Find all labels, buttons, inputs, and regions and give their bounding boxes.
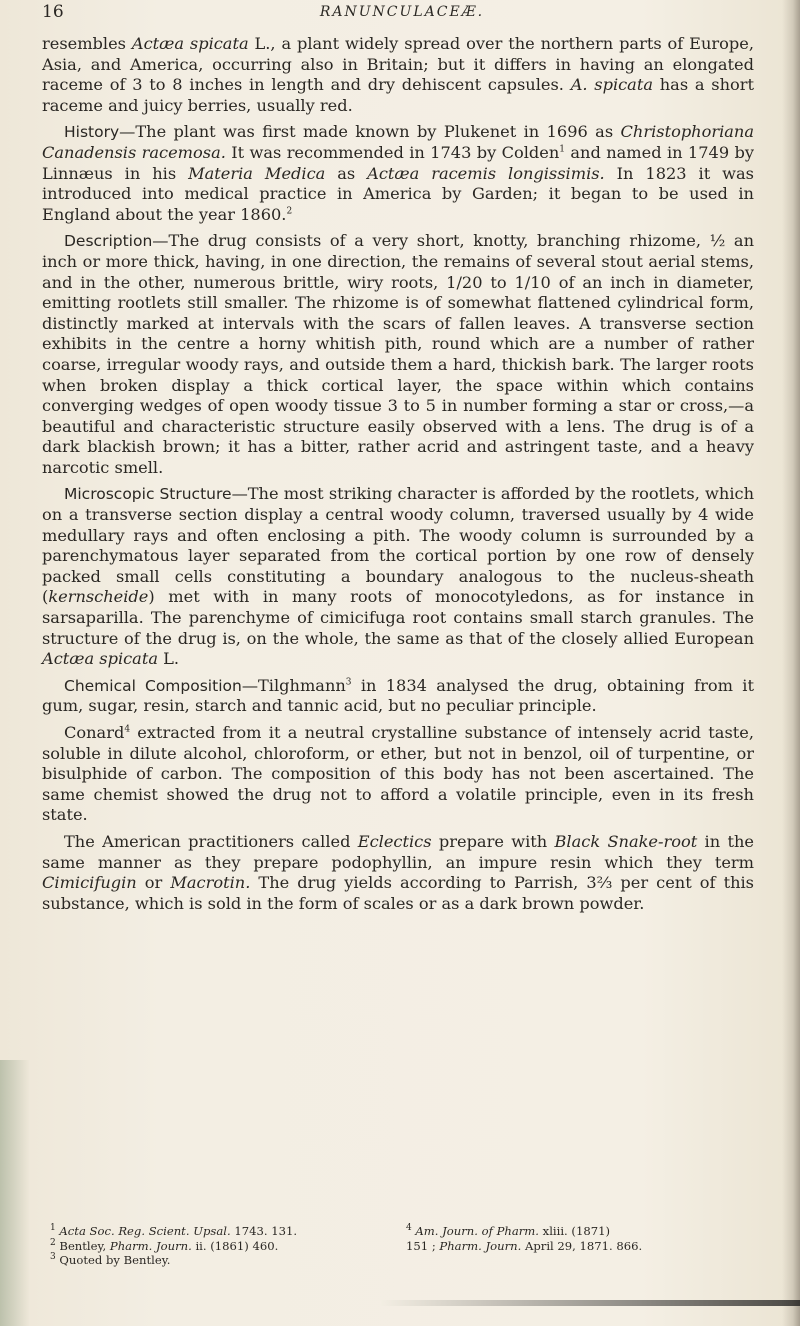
intro-paragraph: resembles Actæa spicata L., a plant widely spread over the northern parts of Europe, Asia, and America, occurring also in Britain; but it differs in having an elongated raceme of 3 to 8 inches in length and dry dehiscent capsules. A. spicata has a short raceme and juicy berries, usually red. — [42, 34, 754, 115]
footnote-2: $^2$ Bentley, Pharm. Journ. ii. (1861) 460. — [50, 1237, 279, 1253]
page-number: 16 — [42, 2, 64, 22]
microscopic-paragraph: Microscopic Structure—The most striking character is afforded by the rootlets, which on a transverse section display a central woody column, traversed usually by 4 wide medullary rays and often enclosing a pith. The woody column is surrounded by a parenchymatous layer separated from the cortical portion by one row of densely packed small cells constituting a boundary analogous to the nucleus-sheath (kernscheide) met with in many roots of monocotyledons, as for instance in sarsaparilla. The parenchyme of cimicifuga root contains small starch granules. The structure of the drug is, on the whole, the same as that of the closely allied European Actæa spicata L. — [42, 484, 755, 669]
chemical-paragraph: Chemical Composition—Tilghmann$^3$ in 1834 analysed the drug, obtaining from it gum, sugar, resin, starch and tannic acid, but no peculiar principle. — [42, 675, 754, 716]
footnote-ref-3[interactable]: 3 — [345, 677, 352, 688]
fraction-twentieth: 1/20 — [446, 272, 483, 292]
fraction-tenth: 1/10 — [514, 272, 551, 292]
footnote-ref-2[interactable]: 2 — [286, 206, 293, 217]
eclectics-paragraph: The American practitioners called Eclectics prepare with Black Snake-root in the same manner as they prepare podophyllin, an impure resin which they term Cimicifugin or Macrotin. The drug yields according to Parrish, 3⅔ per cent of this substance, which is sold in the form of scales or as a dark brown powder. — [42, 831, 754, 913]
footnote-4-continued: 151 ; Pharm. Journ. April 29, 1871. 866. — [406, 1238, 643, 1253]
bottom-edge-shadow — [380, 1300, 800, 1306]
page-edge-shadow — [0, 1060, 30, 1326]
body-text — [42, 34, 754, 920]
page-spine-shadow — [782, 0, 800, 1326]
footnote-ref-4[interactable]: 4 — [124, 724, 131, 735]
conard-paragraph: Conard$^4$ extracted from it a neutral crystalline substance of intensely acrid taste, soluble in dilute alcohol, chloroform, or ether, but not in benzol, oil of turpentine, or bisulphide of carbon. The composition of this body has not been ascertained. The same chemist showed the drug not to afford a volatile principle, even in its fresh state. — [42, 723, 754, 825]
history-paragraph: History—The plant was first made known by Plukenet in 1696 as Christophoriana Canadensis racemosa. It was recommended in 1743 by Colden$^1$ and named in 1749 by Linnæus in his Materia Medica as Actæa racemis longissimis. In 1823 it was introduced into medical practice in America by Garden; it began to be used in England about the year 1860.$^2$ — [42, 122, 754, 224]
footnote-3: $^3$ Quoted by Bentley. — [50, 1252, 171, 1267]
section-heading-chemical: Chemical Composition — [64, 676, 242, 695]
footnote-ref-1[interactable]: 1 — [559, 144, 566, 155]
footnotes-right-column — [406, 1224, 766, 1253]
description-paragraph: Description—The drug consists of a very short, knotty, branching rhizome, ½ an inch or more thick, having, in one direction, the remains of several stout aerial stems, and in the other, numerous brittle, wiry roots, 1/20 to 1/10 of an inch in diameter, emitting rootlets still smaller. The rhizome is of somewhat flattened cylindrical form, distinctly marked at intervals with the scars of fallen leaves. A transverse section exhibits in the centre a horny whitish pith, round which are a number of rather coarse, irregular woody rays, and outside them a hard, thickish bark. The larger roots when broken display a thick cortical layer, the space within which contains converging wedges of open woody tissue 3 to 5 in number forming a star or cross,—a beautiful and characteristic structure easily observed with a lens. The drug is of a dark blackish brown; it has a bitter, rather acrid and astringent taste, and a heavy narcotic smell. — [42, 231, 754, 477]
footnote-1: $^1$ Acta Soc. Reg. Scient. Upsal. 1743. 131. — [50, 1223, 298, 1238]
page-header — [42, 0, 762, 26]
section-heading-microscopic: Microscopic Structure — [64, 485, 232, 504]
footnote-4: $^4$ Am. Journ. of Pharm. xliii. (1871) — [406, 1223, 610, 1238]
running-title: RANUNCULACEÆ. — [319, 4, 485, 20]
footnotes-left-column — [50, 1224, 390, 1268]
section-heading-history: History — [64, 123, 120, 142]
section-heading-description: Description — [64, 232, 153, 251]
